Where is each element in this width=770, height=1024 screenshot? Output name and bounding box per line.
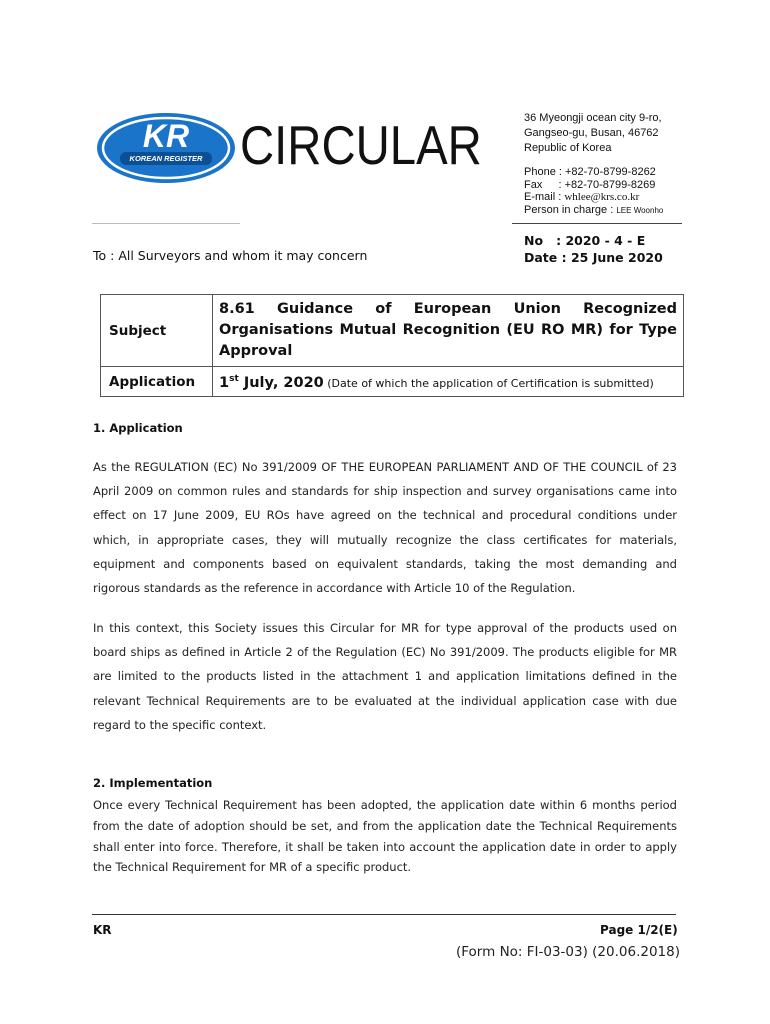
footer-divider — [92, 914, 676, 915]
application-note: (Date of which the application of Certification is submitted) — [323, 377, 654, 390]
address-line-2: Gangseo-gu, Busan, 46762 — [524, 127, 659, 139]
form-number: (Form No: FI-03-03) (20.06.2018) — [456, 944, 680, 960]
application-day: 1 — [219, 375, 230, 391]
subject-value: 8.61 Guidance of European Union Recognized Organisations Mutual Recognition (EU RO MR) for Type Approval — [219, 301, 677, 359]
circular-number: No : 2020 - 4 - E — [524, 233, 646, 248]
application-value-cell — [213, 367, 684, 397]
kr-logo — [96, 112, 236, 184]
fax-label: Fax — [524, 178, 543, 191]
page-number: Page 1/2(E) — [600, 923, 678, 937]
section-1-paragraph-1: As the REGULATION (EC) No 391/2009 OF THE EUROPEAN PARLIAMENT AND OF THE COUNCIL of 23 April 2009 on common rules and standards for ship inspection and survey organisations came into effect on 17 June 2009, EU ROs have agreed on the technical and procedural conditions under which, in appropriate cases, they will mutually recognize the class certificates for materials, equipment and components based on equivalent standards, taking the most demanding and rigorous standards as the reference in accordance with Article 10 of the Regulation. — [93, 460, 677, 596]
fax-line — [524, 179, 663, 192]
person-line — [524, 204, 663, 218]
person-value: LEE Woonho — [616, 205, 664, 215]
email-line — [524, 191, 663, 204]
application-day-suffix: st — [229, 374, 239, 385]
contact-block — [524, 166, 663, 217]
header-divider-right — [512, 223, 682, 224]
application-label: Application — [101, 367, 213, 397]
fax-value: : +82-70-8799-8269 — [558, 178, 656, 191]
phone-line: Phone : +82-70-8799-8262 — [524, 166, 656, 178]
document-title: CIRCULAR — [240, 114, 482, 176]
section-2-paragraph-1: Once every Technical Requirement has been adopted, the application date within 6 months period from the date of adoption should be set, and from the application date the Technical Requirements shall enter into force. Therefore, it shall be taken into account the application date in order to apply the Technical Requirement for MR of a specific product. — [93, 798, 677, 875]
address-block — [524, 111, 662, 156]
application-row — [101, 367, 684, 397]
subject-value-cell — [213, 295, 684, 367]
person-label: Person in charge : — [524, 203, 614, 216]
section-1-heading: 1. Application — [93, 421, 183, 435]
subject-table — [100, 294, 684, 397]
section-1-paragraph-2: In this context, this Society issues this Circular for MR for type approval of the products used on board ships as defined in Article 2 of the Regulation (EC) No 391/2009. The products eligible for MR are limited to the products listed in the attachment 1 and application limitations defined in the relevant Technical Requirements are to be evaluated at the individual application case with due regard to the specific context. — [93, 621, 677, 732]
address-line-3: Republic of Korea — [524, 142, 612, 154]
email-label: E-mail : — [524, 191, 562, 203]
address-line-1: 36 Myeongji ocean city 9-ro, — [524, 112, 662, 124]
email-value[interactable]: whlee@krs.co.kr — [564, 191, 640, 203]
reference-block — [524, 232, 663, 266]
header-divider-left — [92, 223, 240, 224]
application-date-rest: July, 2020 — [238, 375, 324, 391]
subject-row — [101, 295, 684, 367]
subject-label: Subject — [101, 295, 213, 367]
logo-letters: KR — [142, 118, 190, 154]
circular-date: Date : 25 June 2020 — [524, 250, 663, 265]
footer-org: KR — [93, 923, 112, 937]
section-2-heading: 2. Implementation — [93, 776, 213, 790]
logo-subtitle: KOREAN REGISTER — [129, 154, 203, 163]
recipient-line: To : All Surveyors and whom it may concern — [93, 248, 368, 263]
